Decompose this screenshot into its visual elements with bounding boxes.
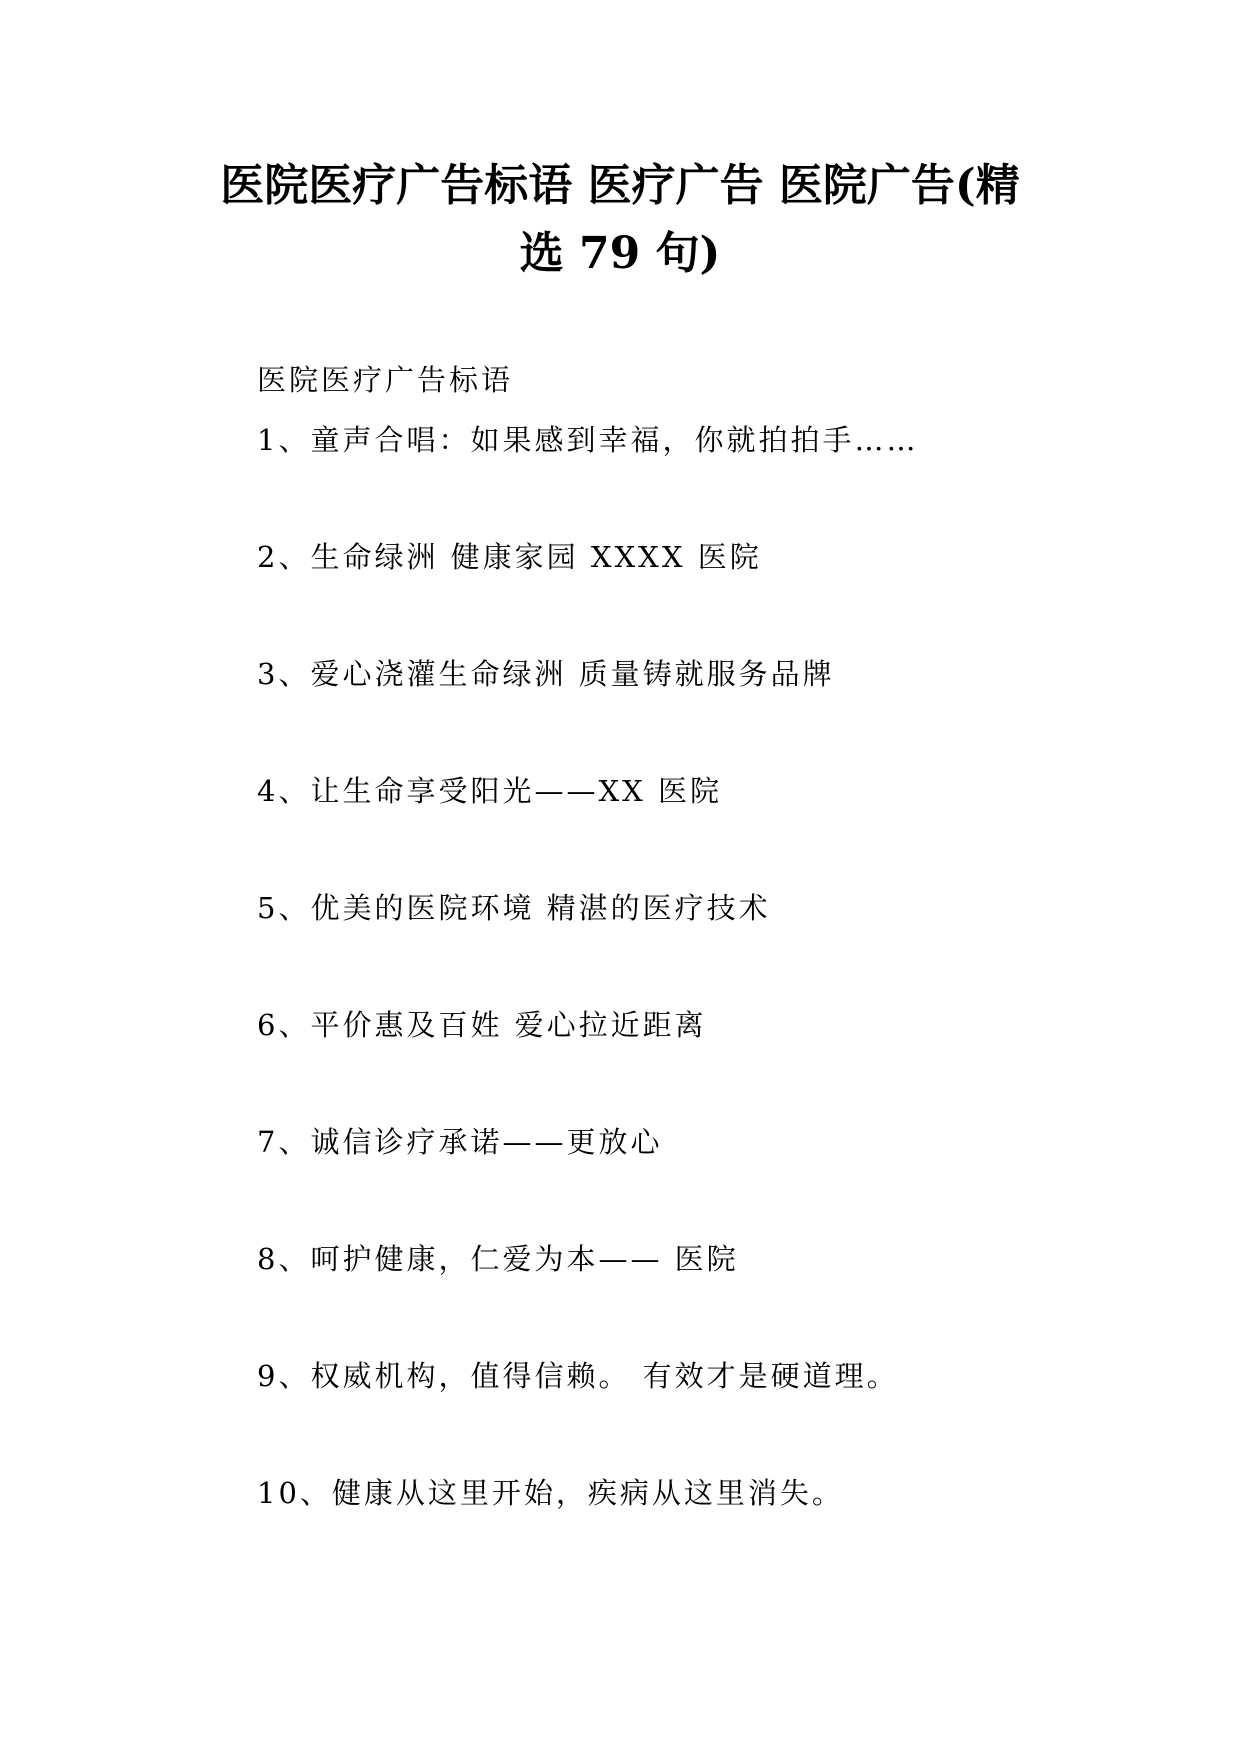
document-title-line-1: 医院医疗广告标语 医疗广告 医院广告(精 [220,160,1020,211]
slogan-item: 1、童声合唱：如果感到幸福，你就拍拍手…… [257,423,919,457]
slogan-item: 8、呵护健康，仁爱为本—— 医院 [257,1242,739,1276]
slogan-item: 2、生命绿洲 健康家园 XXXX 医院 [257,540,762,574]
slogan-item: 4、让生命享受阳光——XX 医院 [257,774,722,808]
slogan-item: 6、平价惠及百姓 爱心拉近距离 [257,1008,707,1042]
slogan-list [257,420,918,1590]
document-title-line-2: 选 79 句) [519,228,721,279]
slogan-item: 10、健康从这里开始，疾病从这里消失。 [257,1476,844,1510]
document-title [170,152,1070,288]
slogan-item: 3、爱心浇灌生命绿洲 质量铸就服务品牌 [257,657,835,691]
slogan-item: 7、诚信诊疗承诺——更放心 [257,1125,663,1159]
slogan-item: 5、优美的医院环境 精湛的医疗技术 [257,891,771,925]
slogan-item: 9、权威机构，值得信赖。 有效才是硬道理。 [257,1359,899,1393]
section-heading: 医院医疗广告标语 [257,363,514,397]
